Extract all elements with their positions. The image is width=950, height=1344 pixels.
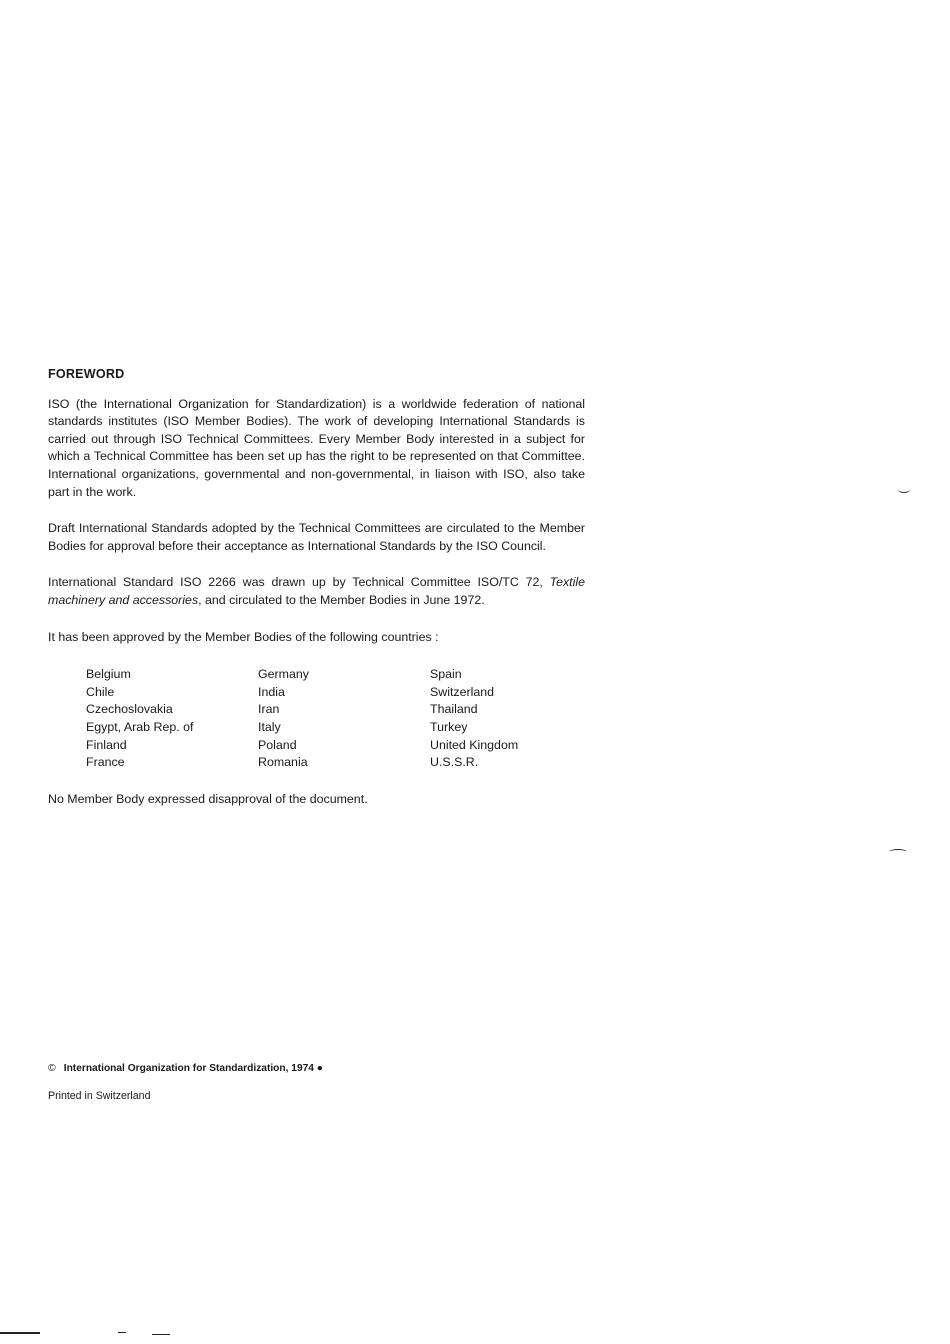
country-item: U.S.S.R. bbox=[430, 755, 479, 770]
scan-mark bbox=[898, 486, 910, 493]
copyright-text: International Organization for Standardization, 1974 ● bbox=[63, 1062, 323, 1074]
country-item: Turkey bbox=[430, 719, 468, 734]
country-column-2 bbox=[258, 666, 430, 772]
country-item: Belgium bbox=[86, 667, 131, 682]
country-item: Thailand bbox=[430, 702, 478, 717]
paragraph-iso-2266-after: , and circulated to the Member Bodies in June 1972. bbox=[198, 592, 485, 607]
country-item: Romania bbox=[258, 755, 308, 770]
paragraph-approval: It has been approved by the Member Bodies of the following countries : bbox=[48, 629, 439, 644]
country-list bbox=[86, 666, 585, 772]
country-item: Germany bbox=[258, 667, 309, 682]
country-item: Finland bbox=[86, 737, 127, 752]
foreword-heading: FOREWORD bbox=[48, 367, 125, 381]
page-footer bbox=[48, 1062, 548, 1102]
printed-location: Printed in Switzerland bbox=[48, 1090, 151, 1102]
country-item: Italy bbox=[258, 719, 281, 734]
paragraph-no-disapproval: No Member Body expressed disapproval of the document. bbox=[48, 791, 368, 806]
country-item: France bbox=[86, 755, 125, 770]
country-item: Spain bbox=[430, 667, 462, 682]
country-column-3 bbox=[430, 666, 602, 772]
country-item: United Kingdom bbox=[430, 737, 519, 752]
paragraph-iso-2266 bbox=[48, 574, 585, 609]
committee-title: Textile machinery and accessories bbox=[48, 575, 585, 607]
copyright-icon: © bbox=[48, 1062, 56, 1074]
copyright-line bbox=[48, 1062, 548, 1074]
country-item: Iran bbox=[258, 702, 280, 717]
scan-mark bbox=[889, 849, 907, 855]
paragraph-draft-standards: Draft International Standards adopted by the Technical Committees are circulated to the Member Bodies for approval before their acceptance as International Standards by the ISO Council. bbox=[48, 521, 585, 553]
scan-edge-line bbox=[152, 1334, 170, 1335]
country-item: Chile bbox=[86, 684, 115, 699]
country-item: Egypt, Arab Rep. of bbox=[86, 719, 194, 734]
scan-edge-line bbox=[118, 1332, 126, 1333]
country-item: India bbox=[258, 684, 285, 699]
country-column-1 bbox=[86, 666, 258, 772]
country-item: Poland bbox=[258, 737, 297, 752]
country-item: Switzerland bbox=[430, 684, 495, 699]
foreword-section bbox=[48, 366, 585, 827]
paragraph-iso-intro: ISO (the International Organization for Standardization) is a worldwide federation of national standards institutes (ISO Member Bodies). The work of developing International Standards is carried out through ISO Technical Committees. Every Member Body interested in a subject for which a Technical Committee has been set up has the right to be represented on that Committee. International organizations, governmental and non-governmental, in liaison with ISO, also take part in the work. bbox=[48, 396, 585, 499]
country-item: Czechoslovakia bbox=[86, 702, 173, 717]
scan-edge-line bbox=[0, 1332, 40, 1334]
paragraph-iso-2266-before: International Standard ISO 2266 was drawn up by Technical Committee ISO/TC 72, bbox=[48, 575, 550, 590]
